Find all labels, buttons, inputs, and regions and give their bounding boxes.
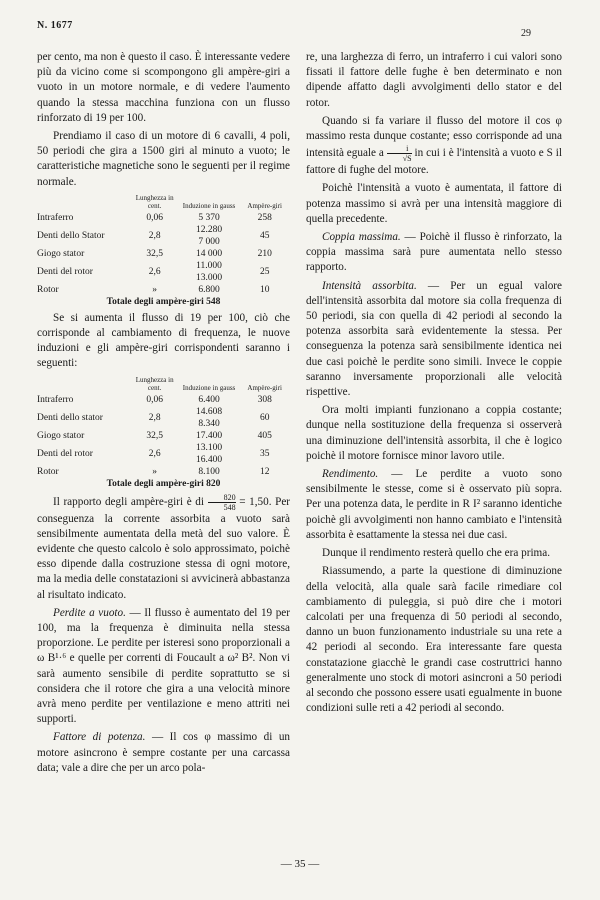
row-induction [179, 406, 240, 430]
col-induction-header: Induzione in gauss [182, 383, 236, 392]
row-label: Giogo stator [37, 430, 85, 441]
row-ampere: 12 [259, 466, 270, 477]
left-paragraph-1: per cento, ma non è questo il caso. È interessante vedere più da vicino come si scompongono gli ampère-giri a vuoto in un motore normale, e di vedere l'aumento quando la stessa macchina funziona con un flusso rinforzato di 19 per 100. [37, 51, 290, 124]
table-row [37, 284, 290, 296]
ratio-fraction [208, 493, 236, 512]
page-number-top: 29 [521, 28, 531, 39]
table-row [37, 248, 290, 260]
section-title-coppia: Coppia massima. [322, 231, 401, 244]
row-induction: 8.100 [198, 466, 220, 477]
row-induction: 5 370 [198, 212, 220, 223]
row-length: 32,5 [146, 430, 163, 441]
table-total: Totale degli ampère-giri 820 [106, 478, 221, 489]
row-length: 2,6 [148, 448, 161, 459]
induction-b: 13.000 [195, 272, 223, 283]
row-length: 0,06 [146, 394, 163, 405]
section-title-intensita: Intensità assorbita. [322, 279, 417, 292]
induction-b: 7 000 [198, 236, 220, 247]
table-total: Totale degli ampère-giri 548 [106, 296, 221, 307]
left-paragraph-4 [37, 493, 290, 603]
induction-a: 12.280 [195, 224, 223, 235]
ratio-text-b: = 1,50. Per conseguenza la corrente assorbita a vuoto sarà sensibilmente aumentata della metà del suo valore. È evidente che questo calcolo è solo approssimato, poichè esso dipende dalla costruzione stessa di ogni motore, ma la media delle constatazioni si avvicinerà abbastanza al risultato indicato. [37, 495, 291, 601]
table-row [37, 212, 290, 224]
row-label: Denti del rotor [37, 266, 93, 277]
table-total-row [37, 478, 290, 490]
section-text-fattore: — Il cos φ massimo di un motore asincrono è sempre costante per una carcassa data; vale a dire che per un arco pola- [37, 731, 291, 774]
table-row [37, 260, 290, 284]
row-label: Rotor [37, 284, 59, 295]
right-paragraph-6: Ora molti impianti funzionano a coppia costante; dunque nella sostituzione della frequenza si osserverà una diminuzione dell'intensità assorbita, il che è logico poichè il motore fornisce minor lavoro utile. [306, 404, 562, 462]
row-ampere: 35 [259, 448, 270, 459]
cosphi-text-a: Quando si fa variare il flusso del motore il cos φ massimo resta dunque costante; esso corrisponde ad una intensità eguale a [306, 114, 562, 160]
col-length-header: Lunghezza in cent. [135, 375, 174, 392]
row-length: 2,8 [148, 230, 161, 241]
left-paragraph-2: Prendiamo il caso di un motore di 6 cavalli, 4 poli, 50 periodi che gira a 1500 giri al minuto a vuoto; le caratteristiche magnetiche sono le seguenti per il regime normale. [37, 130, 290, 188]
row-length: 2,6 [148, 266, 161, 277]
row-ampere: 405 [257, 430, 272, 441]
row-induction: 6.800 [198, 284, 220, 295]
row-label: Giogo stator [37, 248, 85, 259]
section-title-fattore: Fattore di potenza. [53, 731, 146, 744]
table-row [37, 430, 290, 442]
right-paragraph-4 [306, 230, 562, 276]
right-paragraph-7 [306, 467, 562, 543]
row-length: » [152, 284, 158, 295]
row-label: Intraferro [37, 212, 74, 223]
row-length: » [152, 466, 158, 477]
row-induction [179, 442, 240, 466]
left-column [37, 50, 290, 779]
cosphi-numerator: i [387, 144, 412, 154]
issue-number: N. 1677 [37, 20, 73, 31]
row-length: 0,06 [146, 212, 163, 223]
table-row [37, 466, 290, 478]
row-ampere: 45 [259, 230, 270, 241]
row-length: 2,8 [148, 412, 161, 423]
section-title-perdite: Perdite a vuoto. [53, 606, 126, 619]
section-text-coppia: — Poichè il flusso è rinforzato, la coppia massima sarà pure aumentata nello stesso rapporto. [306, 231, 562, 274]
cosphi-text-b: in cui i è l'intensità a vuoto e S il fattore di fughe del motore. [306, 147, 562, 177]
table-increased-flux [37, 375, 290, 490]
row-induction: 6.400 [198, 394, 220, 405]
right-paragraph-3: Poichè l'intensità a vuoto è aumentata, il fattore di potenza massimo si avrà per una intensità maggiore di quella precedente. [306, 182, 562, 225]
right-paragraph-9: Riassumendo, a parte la questione di diminuzione della velocità, alla quale sarà facile rimediare col cambiamento di puleggia, si può dire che i motori calcolati per una frequenza di 50 periodi al secondo, danno un buon funzionamento industriale su una rete a 42 periodi al secondo. Era interessante fare questa constatazione giacchè le grandi case costruttrici hanno generalmente uno stock di motori asincroni a 50 periodi al secondo che possono essere usati egualmente in buone condizioni sulle reti a 42 periodi al secondo. [306, 565, 562, 715]
section-text-rendimento: — Le perdite a vuoto sono sensibilmente le stesse, come si è osservato più sopra. Per una potenza data, le perdite in R I² saranno identiche poichè gli avvolgimenti non hanno cambiato e l'intensità assorbita è esattamente la stessa nei due casi. [306, 468, 562, 541]
col-induction-header: Induzione in gauss [182, 201, 236, 210]
induction-a: 14.608 [195, 406, 223, 417]
induction-a: 13.100 [195, 442, 223, 453]
col-length-header: Lunghezza in cent. [135, 193, 174, 210]
table-normal-regime [37, 193, 290, 308]
row-ampere: 210 [257, 248, 272, 259]
table-total-row [37, 296, 290, 308]
row-label: Denti dello stator [37, 412, 103, 423]
induction-a: 11.000 [196, 260, 222, 271]
table-row [37, 394, 290, 406]
induction-b: 8.340 [198, 418, 220, 429]
table-row [37, 442, 290, 466]
row-induction: 14 000 [195, 248, 223, 259]
table-row [37, 224, 290, 248]
row-label: Denti del rotor [37, 448, 93, 459]
row-ampere: 308 [257, 394, 272, 405]
ratio-denominator: 548 [223, 502, 236, 512]
row-label: Rotor [37, 466, 59, 477]
cosphi-fraction [387, 144, 412, 163]
right-paragraph-8: Dunque il rendimento resterà quello che era prima. [322, 547, 551, 560]
section-text-intensita: — Per un egual valore dell'intensità assorbita dal motore sia colla frequenza di 50 periodi, sia con quella di 42 periodi al secondo la potenza assorbita sarà evidentemente la stessa. Per conseguenza la potenza sarà sensibilmente identica nei due casi poichè le perdite sono simili. Invece le coppie saranno inversamente proporzionali alle velocità rispettive. [306, 279, 563, 399]
table-header-row [37, 193, 290, 212]
row-induction: 17.400 [195, 430, 223, 441]
left-paragraph-6 [37, 730, 290, 776]
row-label: Denti dello Stator [37, 230, 105, 241]
col-ampere-header: Ampère-giri [247, 201, 282, 210]
section-title-rendimento: Rendimento. [322, 468, 379, 481]
row-ampere: 10 [259, 284, 270, 295]
row-ampere: 25 [259, 266, 270, 277]
row-length: 32,5 [146, 248, 163, 259]
table-row [37, 406, 290, 430]
cosphi-denominator: √S [402, 154, 412, 164]
right-paragraph-2 [306, 114, 562, 179]
left-paragraph-3: Se si aumenta il flusso di 19 per 100, ciò che corrisponde al cambiamento di frequenza, le nuove induzioni e gli ampère-giri corrispondenti saranno i seguenti: [37, 311, 290, 370]
col-ampere-header: Ampère-giri [247, 383, 282, 392]
left-paragraph-5 [37, 606, 290, 728]
row-ampere: 60 [259, 412, 270, 423]
right-column [306, 50, 562, 719]
page-number-footer: — 35 — [280, 858, 320, 870]
row-induction [179, 224, 240, 248]
table-header-row [37, 375, 290, 394]
row-ampere: 258 [257, 212, 272, 223]
row-induction [179, 260, 240, 284]
section-text-perdite: — Il flusso è aumentato del 19 per 100, ma la frequenza è diminuita nella stessa proporzione. Le perdite per isteresi sono proporzionali a ω B¹·⁶ e quelle per correnti di Foucault a ω² B². Non vi sarà aumento sensibile di perdite soprattutto se si considera che il rotore che gira a una velocità minore avrà meno perdite per ventilazione e meno attriti nei supporti. [37, 606, 290, 726]
row-label: Intraferro [37, 394, 74, 405]
right-paragraph-1: re, una larghezza di ferro, un intraferro i cui valori sono fissati il fattore delle fughe è ben determinato e non dipende affatto dagli avvolgimenti dello stator e del rotor. [306, 51, 562, 109]
ratio-numerator: 820 [208, 493, 236, 503]
right-paragraph-5 [306, 279, 562, 401]
ratio-text-a: Il rapporto degli ampère-giri è di [53, 495, 204, 508]
induction-b: 16.400 [195, 454, 223, 465]
